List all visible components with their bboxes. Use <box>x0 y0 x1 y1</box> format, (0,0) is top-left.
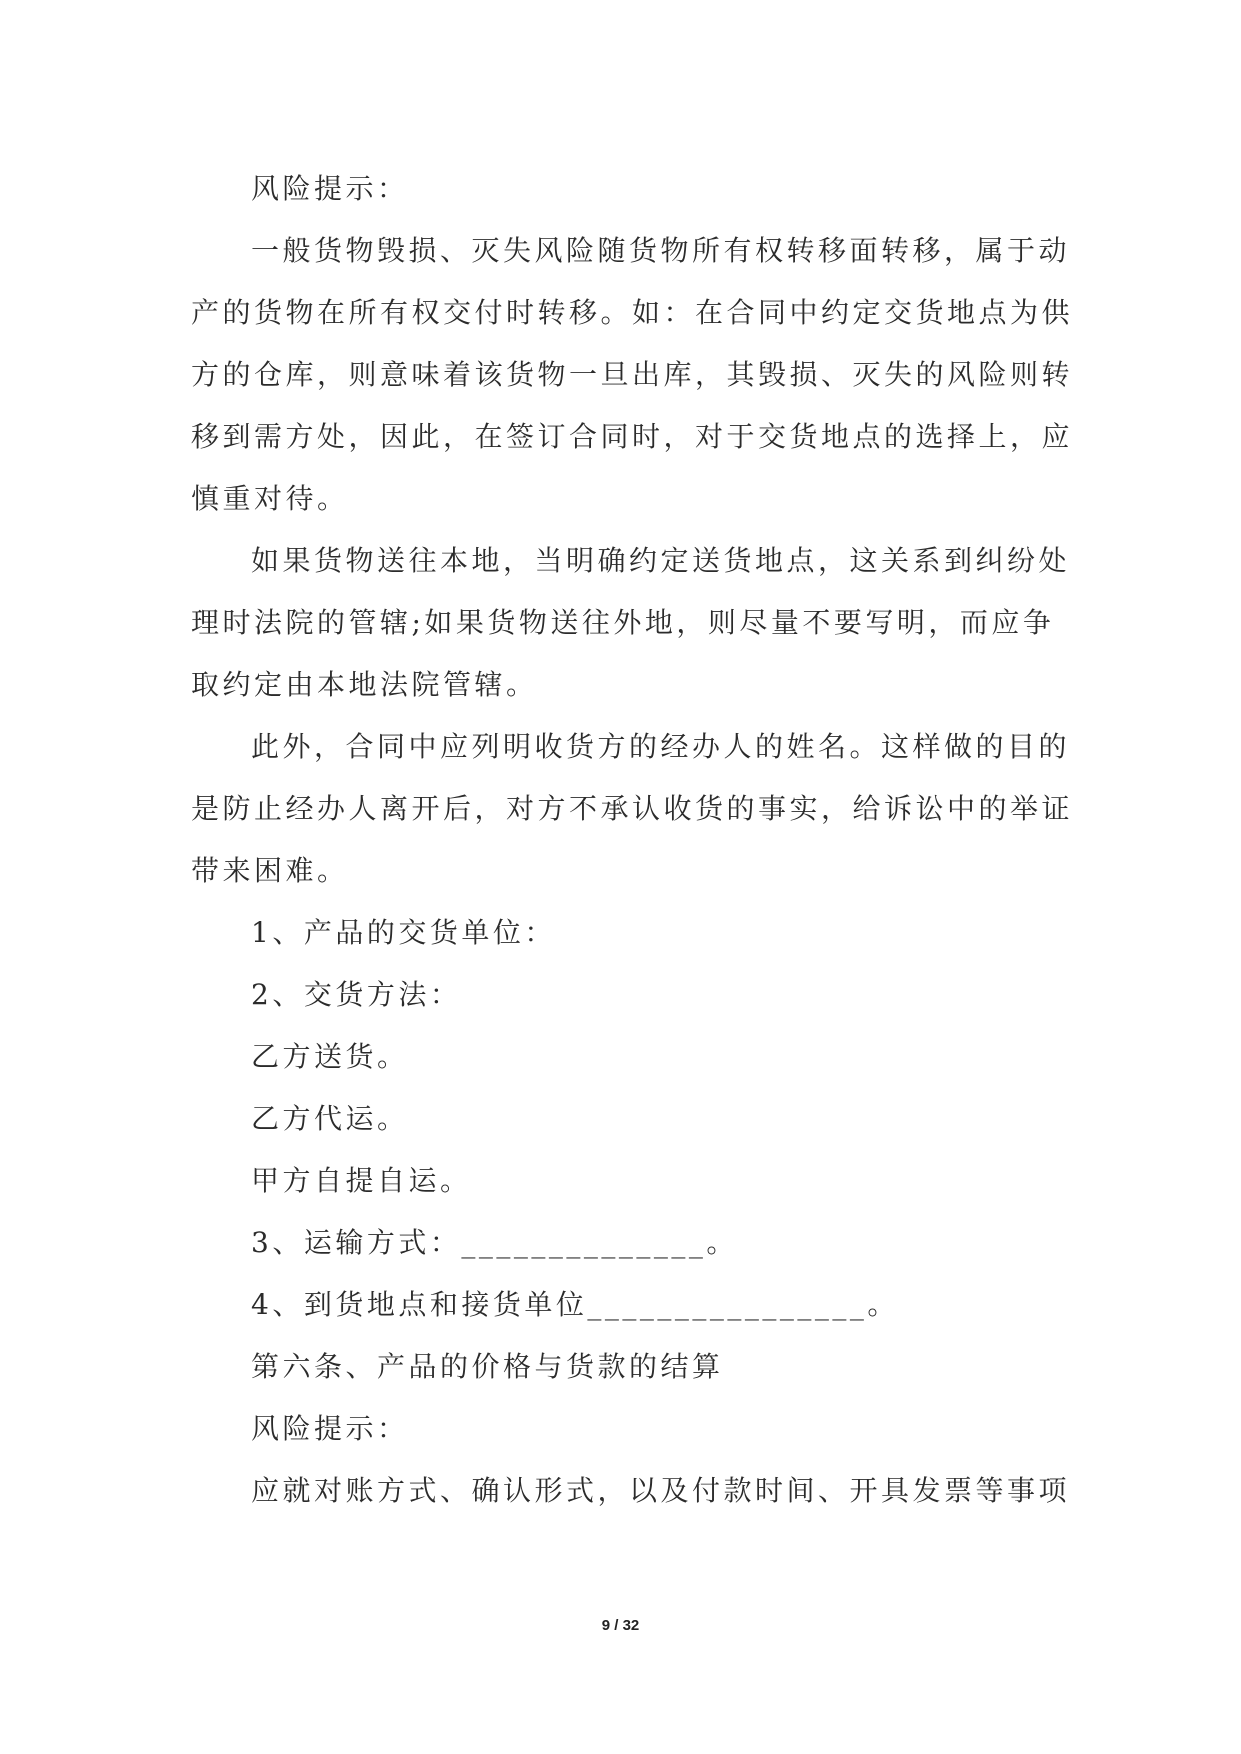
document-body <box>191 158 1074 1522</box>
page-number: 9 / 32 <box>601 1617 640 1634</box>
paragraph-line: 如果货物送往本地，当明确约定送货地点，这关系到纠纷处 <box>251 544 1071 577</box>
list-item: 2、交货方法： <box>251 978 462 1011</box>
paragraph-line: 风险提示： <box>251 1412 409 1445</box>
paragraph-line: 移到需方处，因此，在签订合同时，对于交货地点的选择上，应 <box>191 420 1074 453</box>
paragraph-line: 带来困难。 <box>191 854 349 887</box>
paragraph-line: 慎重对待。 <box>191 482 349 515</box>
paragraph-line: 一般货物毁损、灭失风险随货物所有权转移面转移，属于动 <box>251 234 1071 267</box>
list-item: 1、产品的交货单位： <box>251 916 556 949</box>
paragraph-line: 风险提示： <box>251 172 409 205</box>
paragraph-line: 取约定由本地法院管辖。 <box>191 668 538 701</box>
list-item: 3、运输方式：______________。 <box>251 1226 738 1259</box>
list-item: 4、到货地点和接货单位________________。 <box>251 1288 899 1321</box>
paragraph-line: 是防止经办人离开后，对方不承认收货的事实，给诉讼中的举证 <box>191 792 1074 825</box>
paragraph-line: 理时法院的管辖;如果货物送往外地，则尽量不要写明，而应争 <box>191 606 1055 639</box>
paragraph-line: 方的仓库，则意味着该货物一旦出库，其毁损、灭失的风险则转 <box>191 358 1074 391</box>
list-item: 乙方送货。 <box>251 1040 409 1073</box>
list-item: 甲方自提自运。 <box>251 1164 472 1197</box>
paragraph-line: 此外，合同中应列明收货方的经办人的姓名。这样做的目的 <box>251 730 1071 763</box>
paragraph-line: 产的货物在所有权交付时转移。如：在合同中约定交货地点为供 <box>191 296 1074 329</box>
section-heading: 第六条、产品的价格与货款的结算 <box>251 1350 724 1383</box>
list-item: 乙方代运。 <box>251 1102 409 1135</box>
paragraph-line: 应就对账方式、确认形式，以及付款时间、开具发票等事项 <box>251 1474 1071 1507</box>
